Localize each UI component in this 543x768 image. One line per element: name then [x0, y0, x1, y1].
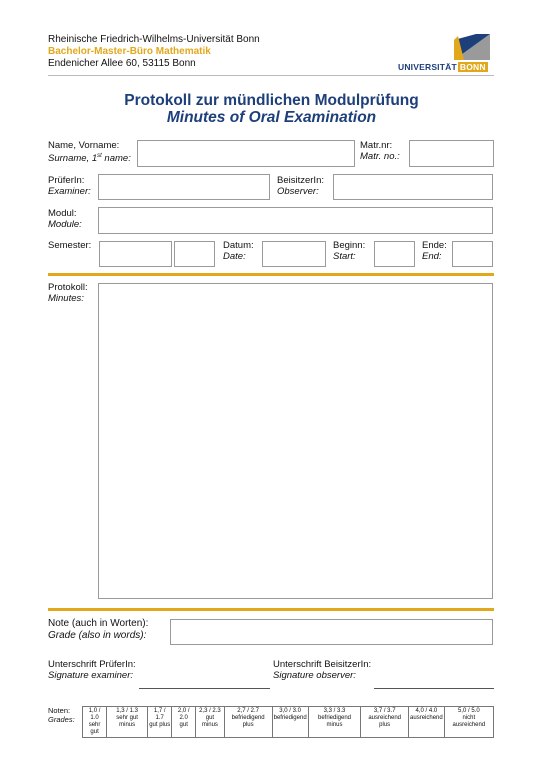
grade-cell	[361, 707, 409, 738]
logo-mark-icon	[454, 34, 490, 60]
sig-examiner-label: Unterschrift PrüferIn: Signature examiner:	[48, 659, 136, 681]
matr-field[interactable]	[409, 140, 494, 167]
grade-value: 5,0 / 5.0	[458, 708, 480, 714]
examiner-field[interactable]	[98, 174, 270, 200]
grade-field[interactable]	[170, 619, 493, 645]
title-de: Protokoll zur mündlichen Modulprüfung	[124, 92, 419, 109]
grade-value: 3,3 / 3.3	[323, 708, 346, 714]
grade-cell	[444, 707, 493, 738]
name-label: Name, Vorname: Surname, 1st name:	[48, 140, 131, 165]
title-en: Minutes of Oral Examination	[166, 109, 377, 126]
start-field[interactable]	[374, 241, 415, 267]
grade-description: befriedigend	[273, 715, 307, 721]
section-divider-bottom	[48, 608, 494, 611]
semester-field[interactable]	[99, 241, 172, 267]
grade-value: 4,0 / 4.0	[415, 708, 438, 714]
module-label: Modul: Module:	[48, 208, 82, 230]
matr-label: Matr.nr: Matr. no.:	[360, 140, 400, 162]
semester-label: Semester:	[48, 240, 92, 251]
header-divider	[48, 75, 494, 76]
grade-cell	[409, 707, 445, 738]
section-divider-top	[48, 273, 494, 276]
minutes-field[interactable]	[98, 283, 493, 599]
grade-value: 2,3 / 2.3	[199, 708, 221, 714]
module-field[interactable]	[98, 207, 493, 234]
grade-cell	[272, 707, 308, 738]
grade-value: 2,7 / 2.7	[237, 708, 259, 714]
institution-header	[48, 34, 260, 70]
end-label: Ende: End:	[422, 240, 447, 262]
grade-description: gut plus	[149, 722, 171, 728]
grade-cell	[224, 707, 272, 738]
start-label: Beginn: Start:	[333, 240, 366, 262]
observer-label: BeisitzerIn: Observer:	[277, 175, 324, 197]
grade-scale-row	[83, 707, 494, 738]
examiner-label: PrüferIn: Examiner:	[48, 175, 91, 197]
grade-scale-table	[82, 706, 494, 738]
grade-cell	[83, 707, 107, 738]
semester-year-field[interactable]	[174, 241, 215, 267]
grade-cell	[172, 707, 196, 738]
grade-label: Note (auch in Worten): Grade (also in words):	[48, 618, 149, 641]
grade-description: nicht ausreichend	[452, 715, 486, 728]
grade-description: gut	[179, 722, 188, 728]
office-address: Endenicher Allee 60, 53115 Bonn	[48, 58, 196, 69]
grade-cell	[148, 707, 172, 738]
grade-description: ausreichend plus	[368, 715, 402, 728]
minutes-label: Protokoll: Minutes:	[48, 282, 88, 304]
grade-scale-label: Noten: Grades:	[48, 706, 75, 724]
observer-field[interactable]	[333, 174, 493, 200]
sig-observer-label: Unterschrift BeisitzerIn: Signature observer:	[273, 659, 372, 681]
university-logo	[398, 34, 493, 74]
sig-examiner-line[interactable]	[139, 688, 270, 689]
date-field[interactable]	[262, 241, 326, 267]
grade-value: 1,7 / 1.7	[153, 708, 166, 721]
grade-value: 1,3 / 1.3	[116, 708, 138, 714]
grade-cell	[308, 707, 361, 738]
grade-description: sehr gut minus	[116, 715, 138, 728]
office-name: Bachelor-Master-Büro Mathematik	[48, 46, 211, 57]
university-name: Rheinische Friedrich-Wilhelms-Universität Bonn	[48, 34, 260, 45]
grade-value: 1,0 / 1.0	[88, 708, 101, 721]
grade-description: ausreichend	[410, 715, 443, 721]
grade-description: sehr gut	[88, 722, 101, 735]
grade-cell	[196, 707, 224, 738]
name-field[interactable]	[137, 140, 355, 167]
grade-cell	[107, 707, 148, 738]
grade-value: 3,7 / 3.7	[373, 708, 396, 714]
grade-value: 2,0 / 2.0	[177, 708, 190, 721]
grade-description: befriedigend minus	[317, 715, 352, 728]
end-field[interactable]	[452, 241, 493, 267]
sig-observer-line[interactable]	[374, 688, 494, 689]
logo-wordmark: UNIVERSITÄT BONN	[398, 62, 486, 72]
date-label: Datum: Date:	[223, 240, 254, 262]
grade-description: befriedigend plus	[231, 715, 265, 728]
grade-description: gut minus	[201, 715, 218, 728]
grade-value: 3,0 / 3.0	[279, 708, 301, 714]
